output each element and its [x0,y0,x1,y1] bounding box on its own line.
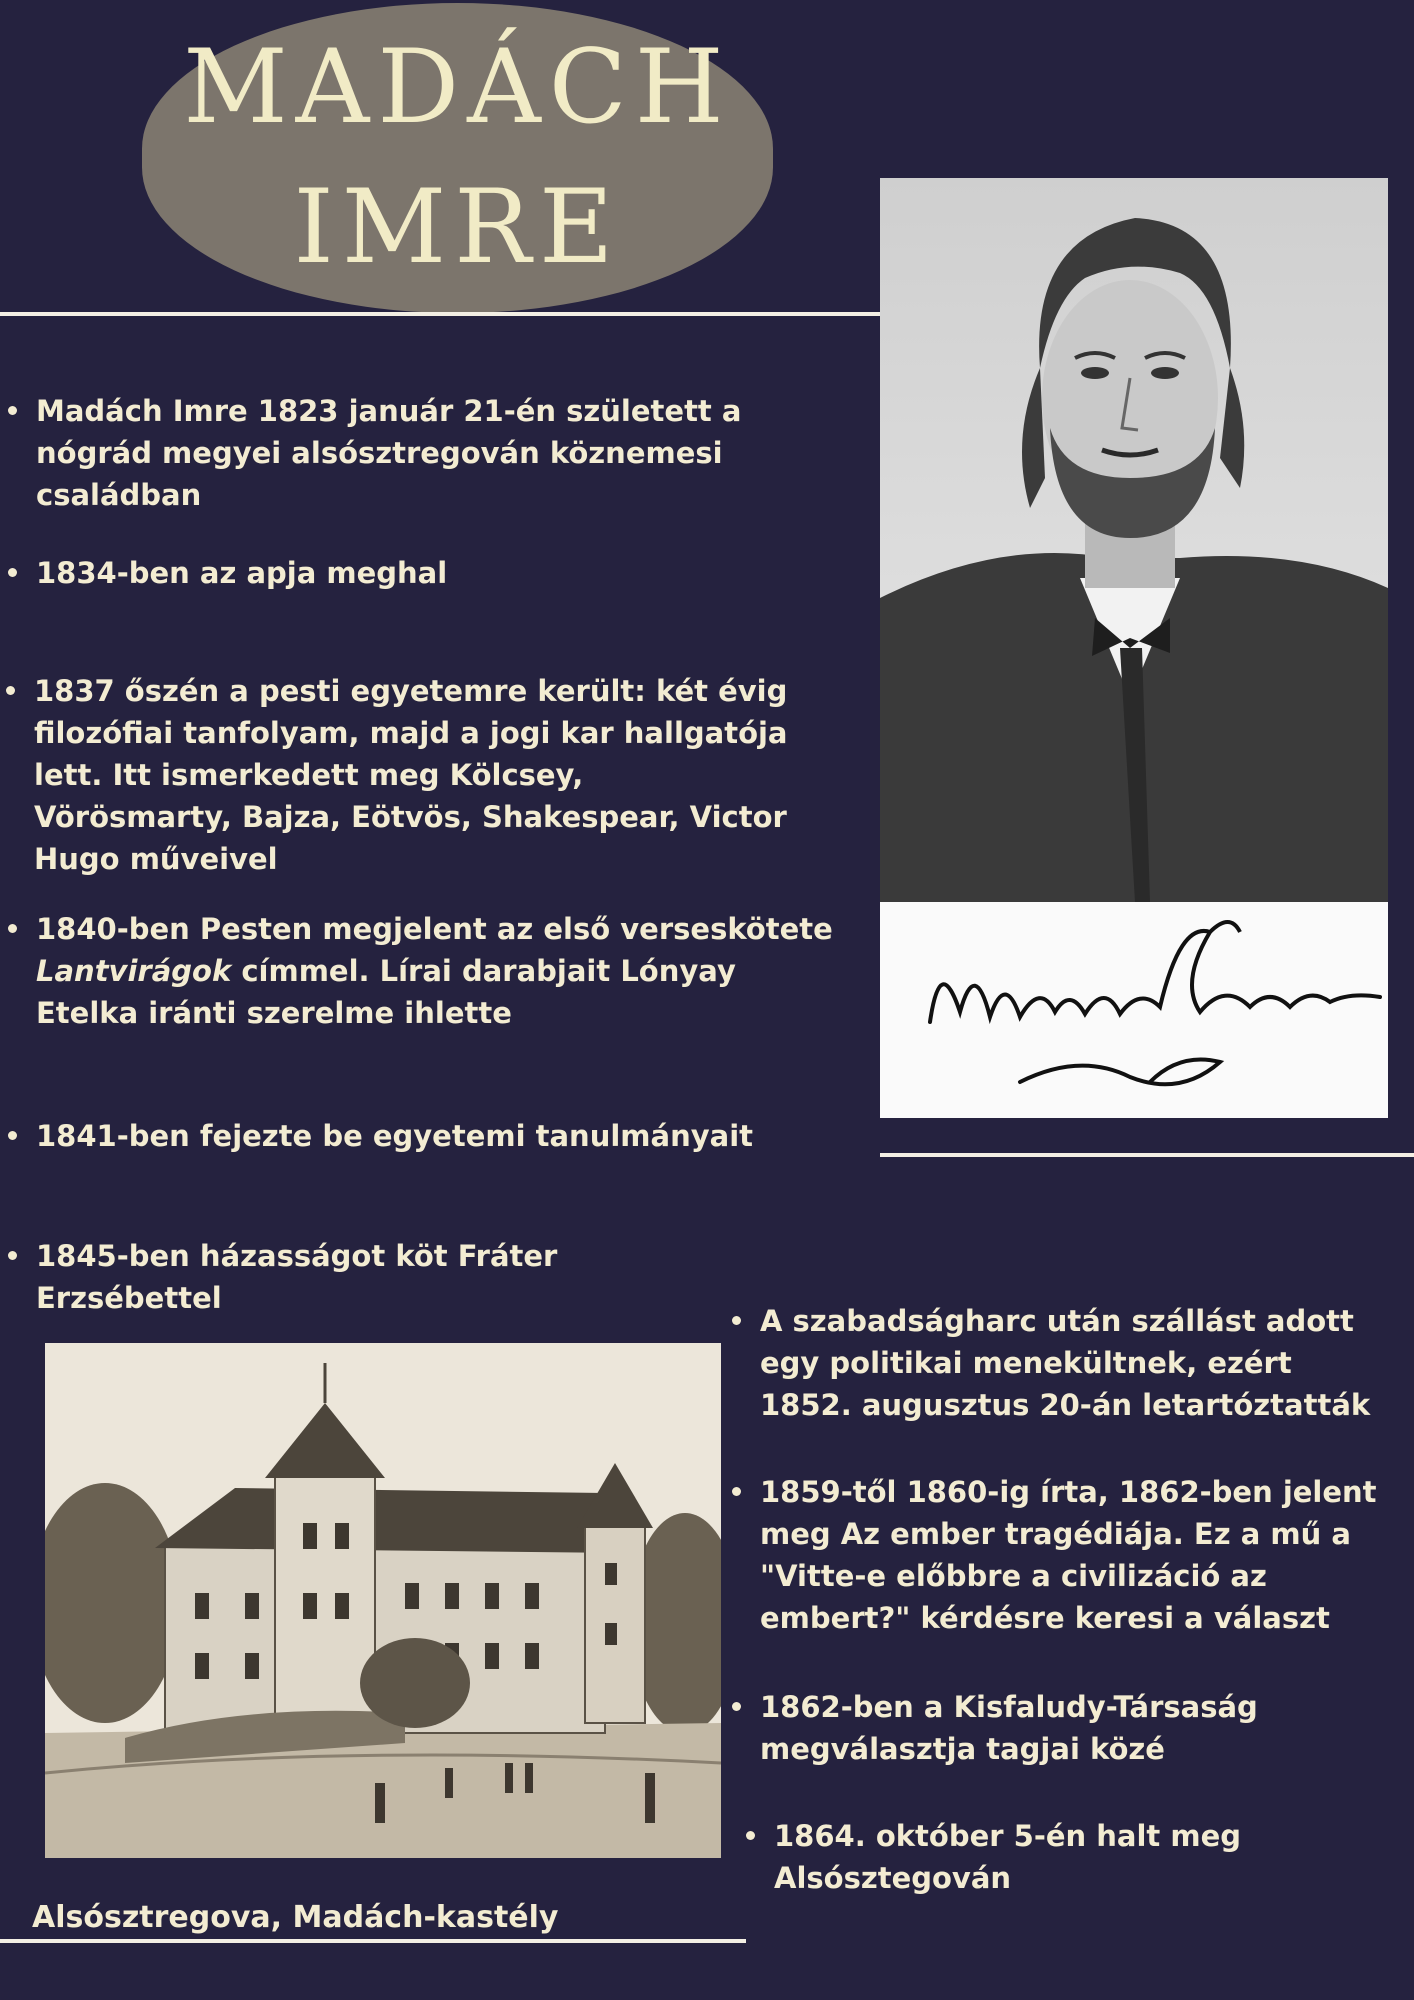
bullet-university: 1837 őszén a pesti egyetemre került: két évig filozófiai tanfolyam, majd a jogi kar hallgatója lett. Itt ismerkedett meg Kölcsey, Vörösmarty, Bajza, Eötvös, Shakespear, Victor Hugo műveivel [0,670,790,880]
bullet-marriage: 1845-ben házasságot köt Fráter Erzsébettel [2,1235,562,1319]
page-title [142,3,773,313]
title-line-1: MADÁCH [183,28,732,147]
bullet-kisfaludy: 1862-ben a Kisfaludy-Társaság megválasztja tagjai közé [726,1686,1346,1770]
title-line-2: IMRE [293,168,622,287]
bullet-death: 1864. október 5-én halt meg Alsósztegován [740,1815,1260,1899]
divider-signature [880,1153,1414,1157]
portrait-image [880,178,1388,902]
bullet-father-death: 1834-ben az apja meghal [2,552,842,594]
divider-top [0,312,880,316]
divider-bottom [0,1939,746,1943]
bullet-first-volume: 1840-ben Pesten megjelent az első verseskötete Lantvirágok címmel. Lírai darabjait Lónyay Etelka iránti szerelme ihlette [2,908,842,1034]
bullet-arrest: A szabadságharc után szállást adott egy politikai menekültnek, ezért 1852. augusztus 20-án letartóztatták [726,1300,1386,1426]
castle-drawing [45,1343,721,1858]
signature-drawing [880,902,1388,1118]
book-title: Lantvirágok [36,954,232,988]
castle-caption: Alsósztregova, Madách-kastély [32,1900,559,1935]
castle-image [45,1343,721,1858]
portrait-drawing [880,178,1388,902]
signature-image [880,902,1388,1118]
bullet-birth: Madách Imre 1823 január 21-én született a nógrád megyei alsósztregován köznemesi családban [2,390,842,516]
bullet-graduation: 1841-ben fejezte be egyetemi tanulmányait [2,1115,842,1157]
bullet-tragedy: 1859-től 1860-ig írta, 1862-ben jelent meg Az ember tragédiája. Ez a mű a "Vitte-e előbbre a civilizáció az embert?" kérdésre keresi a választ [726,1471,1386,1639]
